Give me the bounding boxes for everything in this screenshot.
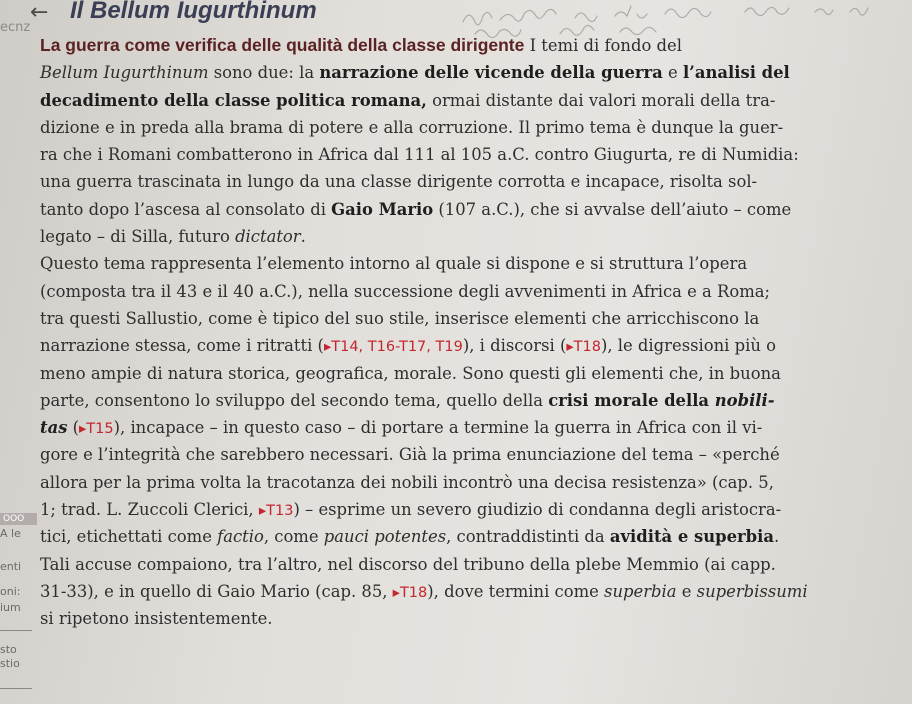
text-line [40, 87, 912, 114]
text-run: ), incapace – in questo caso – di portare a termine la guerra in Africa con il vi- [113, 418, 763, 438]
bold-term: decadimento della classe politica romana, [40, 90, 427, 110]
margin-label: stio [0, 657, 20, 670]
bold-term: narrazione delle vicende della guerra [319, 63, 663, 83]
text-line: si ripetono insistentemente. [40, 609, 273, 629]
text-run: (107 a.C.), che si avvalse dell’aiuto – come [433, 199, 792, 219]
margin-divider [0, 688, 32, 689]
latin-term: pauci potentes [323, 527, 447, 547]
margin-label: A le [0, 527, 21, 540]
text-run: 31-33), e in quello di Gaio Mario (cap. 85, [40, 581, 393, 601]
bold-term: tas [40, 418, 68, 438]
cross-reference-link[interactable]: ▸T18 [566, 339, 601, 356]
margin-label: ium [0, 601, 21, 614]
text-line: ra che i Romani combatterono in Africa dal 111 al 105 a.C. contro Giugurta, re di Numidia: [40, 145, 799, 165]
margin-scrawl: ecnz [0, 20, 31, 35]
text-run: , come [263, 527, 324, 547]
text-line: tra questi Sallustio, come è tipico del suo stile, inserisce elementi che arricchiscono la [40, 308, 760, 328]
bold-term: Gaio Mario [331, 199, 434, 219]
latin-term: superbia [604, 581, 677, 601]
latin-term: factio [217, 527, 264, 547]
text-line: allora per la prima volta la tracotanza dei nobili incontrò una decisa resistenza» (cap. 5, [40, 472, 774, 492]
text-run: ), le digressioni più o [600, 336, 777, 356]
text-run: ( [67, 418, 80, 438]
text-run: sono due: la [208, 63, 320, 83]
text-line [40, 578, 912, 605]
text-line [40, 523, 912, 550]
latin-term: superbissumi [696, 581, 808, 601]
margin-label: oni: [0, 585, 21, 598]
cross-reference-link[interactable]: ▸T14, T16-T17, T19 [323, 339, 463, 356]
text-run: 1; trad. L. Zuccoli Clerici, [40, 500, 259, 520]
body-text [40, 32, 912, 633]
text-run: legato – di Silla, futuro [40, 227, 236, 247]
bold-term: crisi morale della [548, 390, 715, 410]
text-line [40, 59, 912, 86]
text-run: e [676, 581, 697, 601]
text-run: ) – esprime un severo giudizio di condanna degli aristocra- [293, 500, 782, 520]
margin-label: enti [0, 560, 22, 573]
text-line: una guerra trascinata in lungo da una classe dirigente corrotta e incapace, risolta sol- [40, 172, 758, 192]
work-title: Bellum Iugurthinum [40, 63, 209, 83]
margin-label: sto [0, 643, 17, 656]
text-run: , contraddistinti da [446, 527, 610, 547]
margin-label-box: OOO [0, 513, 37, 525]
text-run: ), i discorsi ( [462, 336, 567, 356]
cross-reference-link[interactable]: ▸T13 [258, 503, 294, 520]
text-line: Tali accuse compaiono, tra l’altro, nel discorso del tribuno della plebe Memmio (ai capp. [40, 554, 776, 574]
text-line [40, 196, 912, 223]
text-run: ormai distante dai valori morali della tra- [426, 90, 776, 110]
cross-reference-link[interactable]: ▸T18 [392, 584, 428, 601]
text-run: . [773, 527, 780, 547]
bold-term: l’analisi del [682, 63, 790, 83]
text-line [40, 32, 912, 59]
text-run: ), dove termini come [427, 581, 605, 601]
text-line: dizione e in preda alla brama di potere e alla corruzione. Il primo tema è dunque la guer- [40, 117, 784, 137]
paragraph-heading: La guerra come verifica delle qualità della classe dirigente [40, 35, 525, 55]
section-title: Il Bellum Iugurthinum [70, 0, 317, 24]
text-line [40, 496, 912, 523]
text-line: (composta tra il 43 e il 40 a.C.), nella successione degli avvenimenti in Africa e a Roma; [40, 281, 771, 301]
latin-term: dictator [235, 227, 301, 247]
text-run: I temi di fondo del [524, 36, 682, 55]
text-run: e [662, 63, 683, 83]
text-line: meno ampie di natura storica, geografica, morale. Sono questi gli elementi che, in buona [40, 363, 781, 383]
cross-reference-link[interactable]: ▸T15 [79, 421, 114, 438]
text-line [40, 387, 912, 414]
text-line [40, 414, 912, 441]
text-line [40, 223, 912, 250]
text-run: parte, consentono lo sviluppo del secondo tema, quello della [40, 390, 549, 410]
bold-term: nobili- [714, 390, 775, 410]
text-run: tici, etichettati come [40, 527, 218, 547]
margin-divider [0, 630, 32, 631]
arrow-left-icon: ← [30, 0, 49, 25]
text-run: narrazione stessa, come i ritratti ( [40, 336, 324, 356]
text-run: tanto dopo l’ascesa al consolato di [40, 199, 332, 219]
text-line: Questo tema rappresenta l’elemento intorno al quale si dispone e si struttura l’opera [40, 254, 748, 274]
bold-term: avidità e superbia [609, 527, 774, 547]
text-line [40, 332, 912, 359]
text-line: gore e l’integrità che sarebbero necessari. Già la prima enunciazione del tema – «perché [40, 445, 780, 465]
text-run: . [300, 227, 306, 247]
